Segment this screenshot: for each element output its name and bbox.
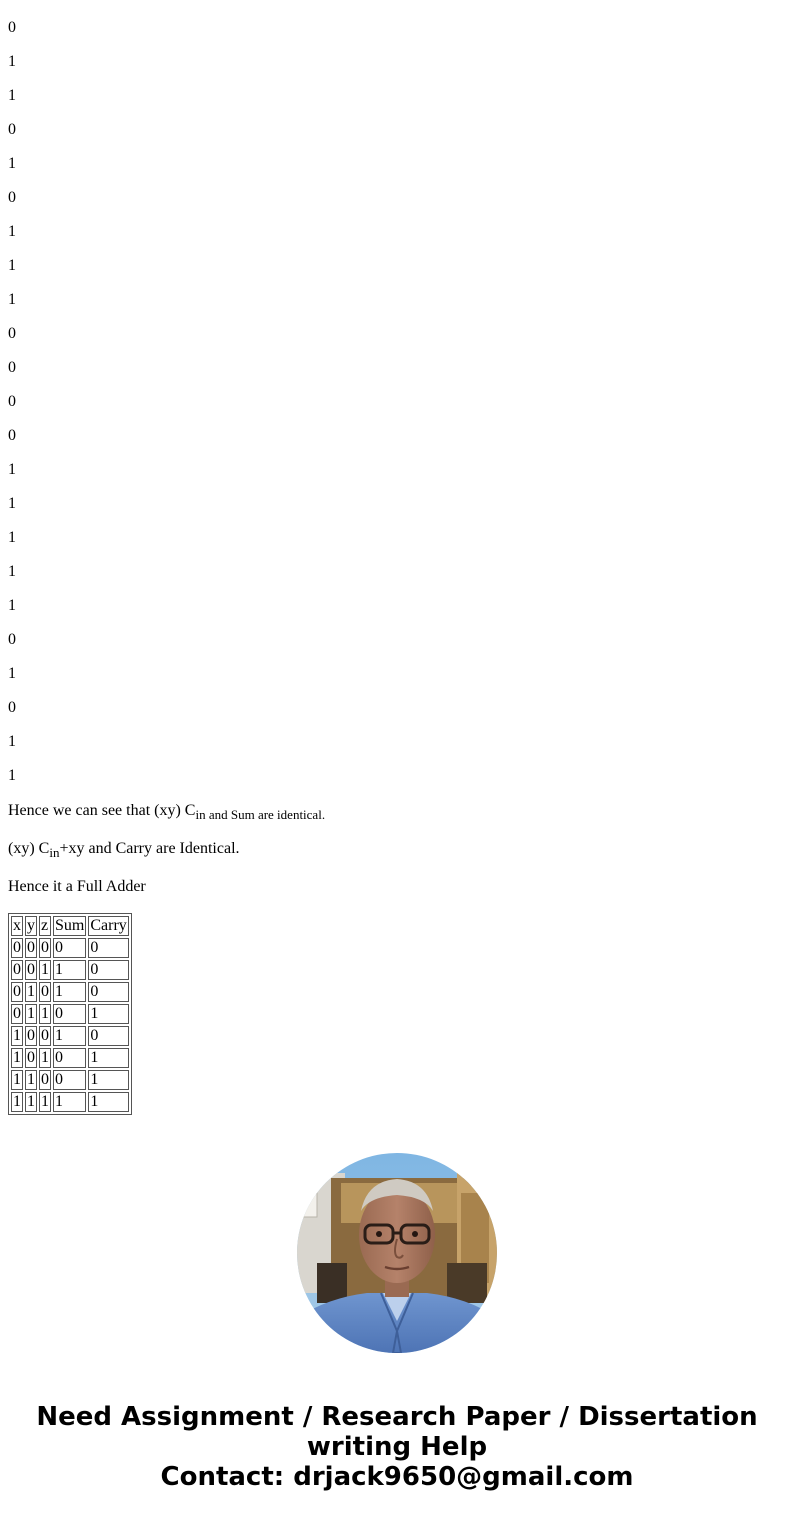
table-cell: 0 [27,1027,35,1044]
table-header-cell: x [13,917,21,934]
table-header-row [11,916,129,936]
bit-line: 1 [8,563,16,580]
table-cell: 0 [53,1048,86,1068]
table-row [11,938,129,958]
bit-line: 1 [8,733,16,750]
table-cell: 0 [88,960,128,980]
bit-line: 0 [8,631,16,648]
table-cell: 1 [27,1093,35,1110]
banner-contact-line: Contact: drjack9650@gmail.com [160,1462,634,1492]
table-cell: 0 [41,1071,49,1088]
table-header-cell: Sum [55,917,85,934]
table-cell: 1 [27,1071,35,1088]
bit-line: 1 [8,461,16,478]
table-row [11,1004,129,1024]
table-cell: 1 [41,1049,49,1066]
table-cell: 1 [53,960,86,980]
bit-line: 1 [8,223,16,240]
table-cell: 0 [13,1005,21,1022]
table-cell: 1 [13,1071,21,1088]
table-cell: 0 [53,1070,86,1090]
banner-line-2: writing Help [306,1432,488,1462]
table-cell: 1 [41,961,49,978]
bit-line: 0 [8,121,16,138]
bit-line: 1 [8,767,16,784]
bit-line: 0 [8,325,16,342]
carry-identity-suffix: +xy and Carry are Identical. [59,840,240,857]
document-body [8,0,786,1110]
table-cell: 0 [88,982,128,1002]
table-cell: 0 [13,939,21,956]
sum-identity-subscript: in and Sum are identical. [195,807,326,822]
table-cell: 0 [13,961,21,978]
table-cell: 1 [88,1004,128,1024]
bit-list [8,19,786,785]
bit-line: 1 [8,665,16,682]
table-cell: 0 [53,938,86,958]
carry-identity-subscript: in [49,845,60,860]
table-row [11,1048,129,1068]
table-cell: 0 [27,939,35,956]
table-header-cell: z [39,916,51,936]
bit-line: 0 [8,393,16,410]
bit-line: 1 [8,291,16,308]
table-cell: 0 [41,1027,49,1044]
sum-identity-paragraph [8,802,325,820]
table-cell: 1 [27,1005,35,1022]
table-cell: 0 [53,1004,86,1024]
bit-line: 1 [8,87,16,104]
bit-line: 1 [8,597,16,614]
table-cell: 0 [88,1026,128,1046]
table-cell: 1 [88,1048,128,1068]
author-avatar [297,1153,497,1353]
table-cell: 1 [53,1092,86,1112]
table-cell: 0 [27,1049,35,1066]
table-row [11,960,129,980]
table-cell: 1 [88,1092,128,1112]
carry-identity-paragraph [8,840,240,858]
table-row [11,1070,129,1090]
banner-line-1: Need Assignment / Research Paper / Dissertation [36,1402,758,1432]
bit-line: 1 [8,53,16,70]
bit-line: 1 [8,495,16,512]
table-cell: 0 [27,961,35,978]
table-row [11,1026,129,1046]
bit-line: 0 [8,359,16,376]
bit-line: 1 [8,257,16,274]
table-row [11,982,129,1002]
table-cell: 1 [27,983,35,1000]
conclusion-paragraph: Hence it a Full Adder [8,878,146,895]
bit-line: 0 [8,189,16,206]
bit-line: 0 [8,699,16,716]
table-header-cell: y [27,917,35,934]
table-cell: 1 [13,1027,21,1044]
table-cell: 0 [13,983,21,1000]
table-header-cell: Carry [90,917,127,934]
author-photo [297,1153,497,1353]
bit-line: 0 [8,427,16,444]
table-cell: 1 [88,1070,128,1090]
table-cell: 1 [41,1093,49,1110]
table-cell: 0 [41,983,49,1000]
sum-identity-text: Hence we can see that (xy) C [8,802,196,819]
contact-banner [0,1402,794,1492]
full-adder-truth-table [8,913,132,1115]
table-cell: 1 [41,1005,49,1022]
bit-line: 1 [8,155,16,172]
bit-line: 0 [8,19,16,36]
bit-line: 1 [8,529,16,546]
table-cell: 1 [53,982,86,1002]
table-cell: 0 [88,938,128,958]
table-cell: 1 [53,1026,86,1046]
carry-identity-text: (xy) C [8,840,50,857]
table-cell: 0 [41,939,49,956]
table-cell: 1 [13,1093,21,1110]
table-row [11,1092,129,1112]
table-cell: 1 [13,1049,21,1066]
